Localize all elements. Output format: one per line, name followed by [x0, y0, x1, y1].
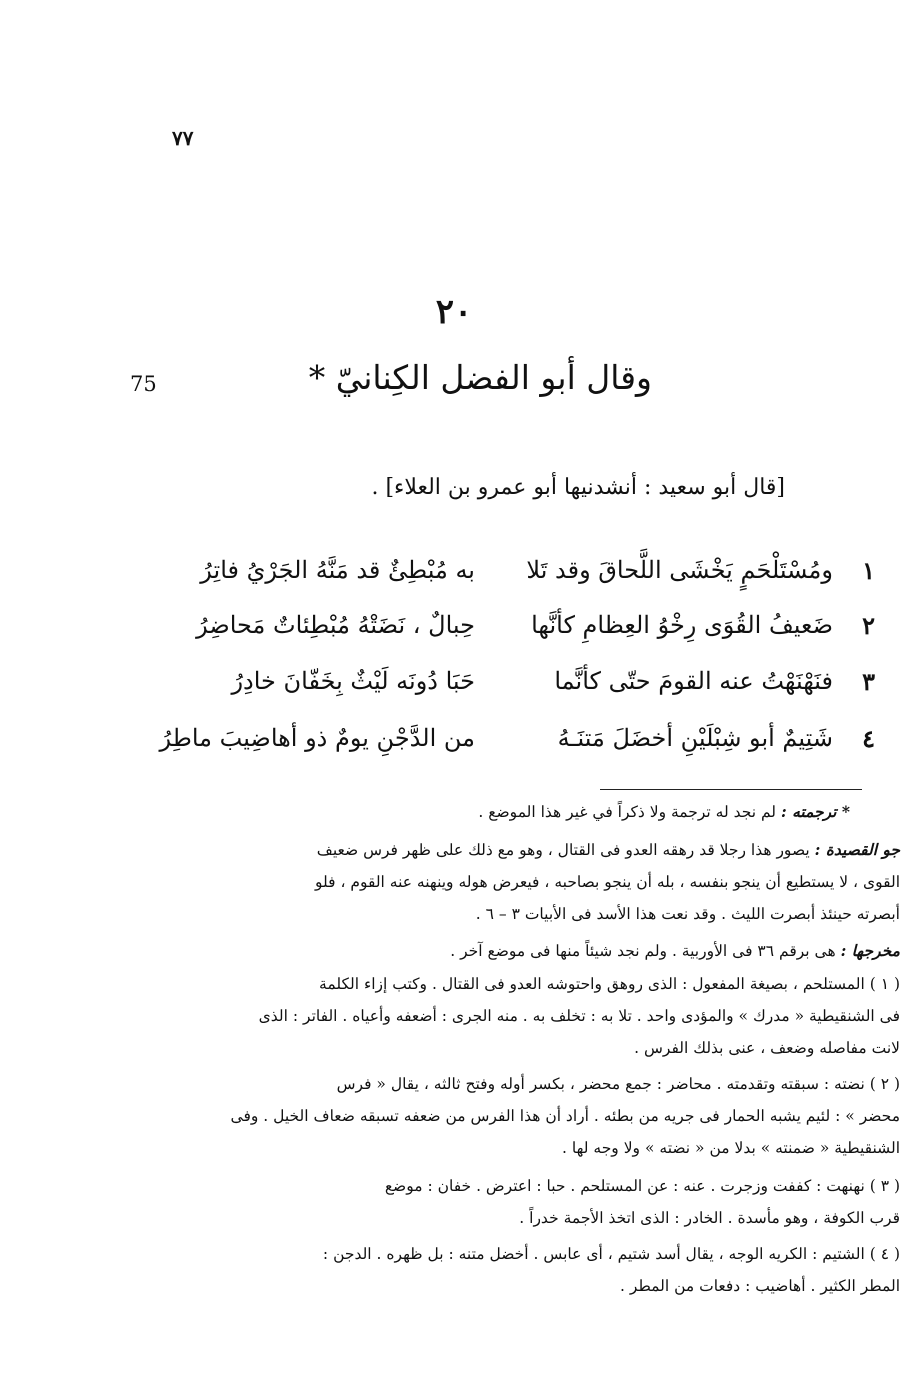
verse-second-hemistich: حِبالٌ ، نَضَتْهُ مُبْطِئاتٌ مَحاضِرُ [196, 611, 475, 639]
verse-first-hemistich: ضَعيفُ القُوَى رِخْوُ العِظامِ كأنَّها [531, 611, 833, 639]
footnote-4 [170, 1238, 900, 1302]
footnote-text: ( ٤ ) الشتيم : الكريه الوجه ، يقال أسد شتيم ، أى عابس . أخضل متنه : بل ظهره . الدجن : [322, 1245, 900, 1263]
verse-first-hemistich: فنَهْنَهْتُ عنه القومَ حتّى كأنَّما [554, 667, 833, 695]
footnote-text: الشنقيطية « ضمنته » بدلا من « نضته » ولا وجه لها . [562, 1139, 900, 1157]
verse-line [150, 603, 875, 657]
verse-line [150, 548, 875, 602]
poem-number: ٢٠ [435, 292, 473, 332]
footnote-makhraj [170, 935, 900, 967]
footnote-text: ( ٢ ) نضته : سبقته وتقدمته . محاضر : جمع محضر ، بكسر أوله وفتح ثالثه ، يقال « فرس [336, 1075, 900, 1093]
verse-line [150, 716, 875, 770]
verse-number: ٢ [862, 611, 875, 640]
verse-first-hemistich: شَتِيمٌ أبو شِبْلَيْنِ أخضَلَ مَتنَـهُ [557, 724, 833, 752]
verse-line [150, 659, 875, 713]
verse-number: ١ [862, 556, 875, 585]
footnote-2 [170, 1068, 900, 1164]
footnote-text: لانت مفاصله وضعف ، عنى بذلك الفرس . [634, 1039, 900, 1057]
verse-second-hemistich: به مُبْطِئٌ قد مَنَّهُ الجَرْيُ فاتِرُ [200, 556, 475, 584]
footnote-text: ( ٣ ) نهنهت : كففت وزجرت . عنه : عن المستلحم . حبا : اعترض . خفان : موضع [384, 1177, 900, 1195]
footnote-text: يصور هذا رجلا قد رهقه العدو فى القتال ، وهو مع ذلك على ظهر فرس ضعيف [316, 841, 810, 859]
verse-second-hemistich: من الدَّجْنِ يومٌ ذو أهاضِيبَ ماطِرُ [159, 724, 475, 752]
footnote-divider [600, 789, 862, 790]
footnote-3 [170, 1170, 900, 1234]
footnote-label: * ترجمته : [780, 802, 850, 821]
footnote-text: المطر الكثير . أهاضيب : دفعات من المطر . [620, 1277, 900, 1295]
margin-page-reference: 75 [130, 372, 157, 396]
footnote-text: أبصرته حينئذ أبصرت الليث . وقد نعت هذا الأسد فى الأبيات ٣ – ٦ . [475, 905, 900, 923]
poem-title: وقال أبو الفضل الكِنانيّ * [308, 358, 652, 397]
verse-number: ٤ [862, 724, 875, 753]
footnote-text: محضر » : لئيم يشبه الحمار فى جريه من بطئه . أراد أن هذا الفرس من ضعفه تسبقه ضعاف الخيل . وفى [230, 1107, 900, 1125]
footnote-text: القوى ، لا يستطيع أن ينجو بنفسه ، بله أن ينجو بصاحبه ، فيعرض هوله وينهنه عنه القوم ، فلو [314, 873, 900, 891]
footnote-label: جو القصيدة : [814, 840, 900, 859]
verse-second-hemistich: حَبَا دُونَه لَيْثٌ بِخَفّانَ خادِرُ [231, 667, 475, 695]
footnote-tarjama [330, 796, 850, 828]
page-number: ٧٧ [172, 126, 194, 150]
footnote-text: فى الشنقيطية « مدرك » والمؤدى واحد . تلا به : تخلف به . منه الجرى : أضعفه وأعياه . الفاتر : الذى [258, 1007, 900, 1025]
footnote-text: هى برقم ٣٦ فى الأوربية . ولم نجد شيئاً منها فى موضع آخر . [450, 942, 836, 960]
footnote-label: مخرجها : [840, 941, 900, 960]
footnote-jaw [170, 834, 900, 930]
footnote-text: لم نجد له ترجمة ولا ذكراً في غير هذا الموضع . [478, 803, 777, 821]
verse-first-hemistich: ومُسْتَلْحَمٍ يَخْشَى اللَّحاقَ وقد تَلا [526, 556, 833, 584]
footnote-text: قرب الكوفة ، وهو مأسدة . الخادر : الذى اتخذ الأجمة خدراً . [519, 1209, 900, 1227]
footnote-1 [170, 968, 900, 1064]
footnote-text: ( ١ ) المستلحم ، بصيغة المفعول : الذى روهق واحتوشه العدو فى القتال . وكتب إزاء الكلمة [319, 975, 900, 993]
verse-number: ٣ [862, 667, 875, 696]
poem-preface: [قال أبو سعيد : أنشدنيها أبو عمرو بن العلاء] . [371, 475, 785, 500]
